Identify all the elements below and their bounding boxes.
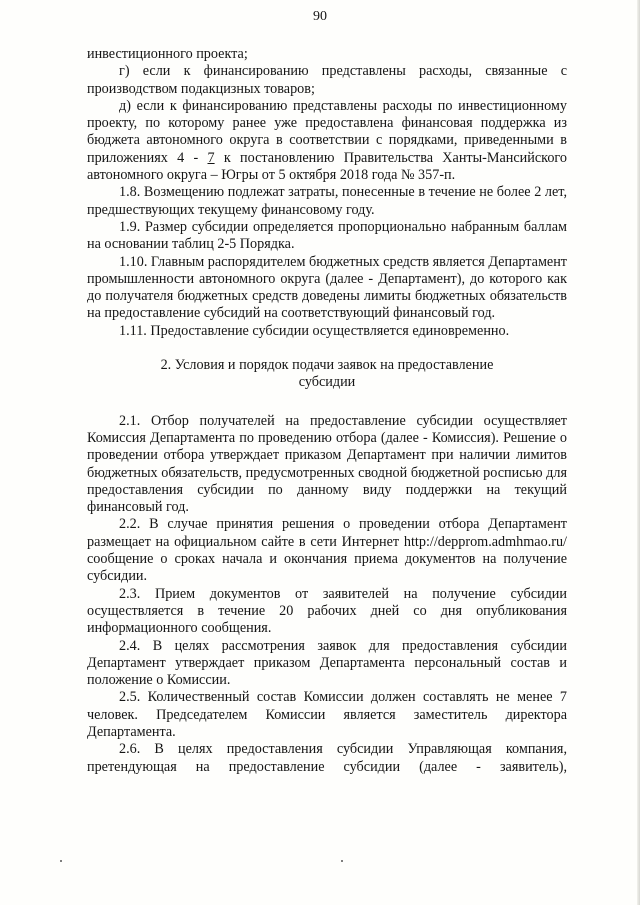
- paragraph-item-d-text-end: к постановлению Правительства Ханты-Мансийского автономного округа – Югры от 5 октября 2018 года № 357-п.: [87, 149, 567, 184]
- paragraph-1-11: 1.11. Предоставление субсидии осуществляется единовременно.: [119, 322, 510, 339]
- paragraph-2-4: 2.4. В целях рассмотрения заявок для предоставления субсидии Департамент утверждает приказом Департамента персональный состав и положение о Комиссии.: [87, 637, 567, 689]
- section-heading-line2: субсидии: [298, 374, 356, 391]
- scan-speck: [60, 860, 62, 862]
- paragraph-item-g: г) если к финансированию представлены расходы, связанные с производством подакцизных товаров;: [87, 63, 567, 97]
- paragraph-item-d-text: д) если к финансированию представлены расходы по инвестиционному проекту, по которому ранее уже предоставлена финансовая поддержка из бюджета автономного округа в соответствии с порядками, приведенными в приложениях 4 -: [87, 97, 567, 166]
- paragraph-1-10: 1.10. Главным распорядителем бюджетных средств является Департамент промышленности автономного округа (далее - Департамент), до которого как до получателя бюджетных средств доведены лимиты бюджетных обязательств на предоставление субсидий на соответствующий финансовый год.: [87, 253, 568, 322]
- document-body: [87, 46, 567, 776]
- section-heading-line1: 2. Условия и порядок подачи заявок на предоставление: [160, 357, 494, 374]
- paragraph-1-8: 1.8. Возмещению подлежат затраты, понесенные в течение не более 2 лет, предшествующих текущему финансовому году.: [87, 184, 567, 218]
- appendix-number: 7: [207, 149, 215, 166]
- paragraph-2-6: 2.6. В целях предоставления субсидии Управляющая компания, претендующая на предоставление субсидии (далее - заявитель),: [87, 741, 567, 775]
- paragraph-2-3: 2.3. Прием документов от заявителей на получение субсидии осуществляется в течение 20 рабочих дней со дня опубликования информационного сообщения.: [87, 585, 567, 637]
- paragraph-1-9: 1.9. Размер субсидии определяется пропорционально набранным баллам на основании таблиц 2-5 Порядка.: [87, 218, 567, 253]
- page-number: 90: [313, 9, 327, 24]
- paragraph-2-2: 2.2. В случае принятия решения о проведении отбора Департамент размещает на официальном сайте в сети Интернет http://depprom.admhmao.ru/ сообщение о сроках начала и окончания приема документов на получение субсидии.: [87, 516, 567, 585]
- scan-speck: [341, 860, 343, 862]
- paragraph-item-d: [87, 98, 567, 184]
- section-heading: [87, 357, 567, 392]
- paragraph-2-1: 2.1. Отбор получателей на предоставление субсидии осуществляет Комиссия Департамента по проведению отбора (далее - Комиссия). Решение о проведении отбора утверждает приказом Департамент при наличии лимитов бюджетных обязательств, предусмотренных сводной бюджетной росписью для предоставления субсидии по данному виду поддержки на текущий финансовый год.: [87, 412, 567, 516]
- paragraph-2-5: 2.5. Количественный состав Комиссии должен составлять не менее 7 человек. Председателем Комиссии является заместитель директора Департамента.: [87, 689, 567, 740]
- paragraph-continuation: инвестиционного проекта;: [87, 46, 248, 62]
